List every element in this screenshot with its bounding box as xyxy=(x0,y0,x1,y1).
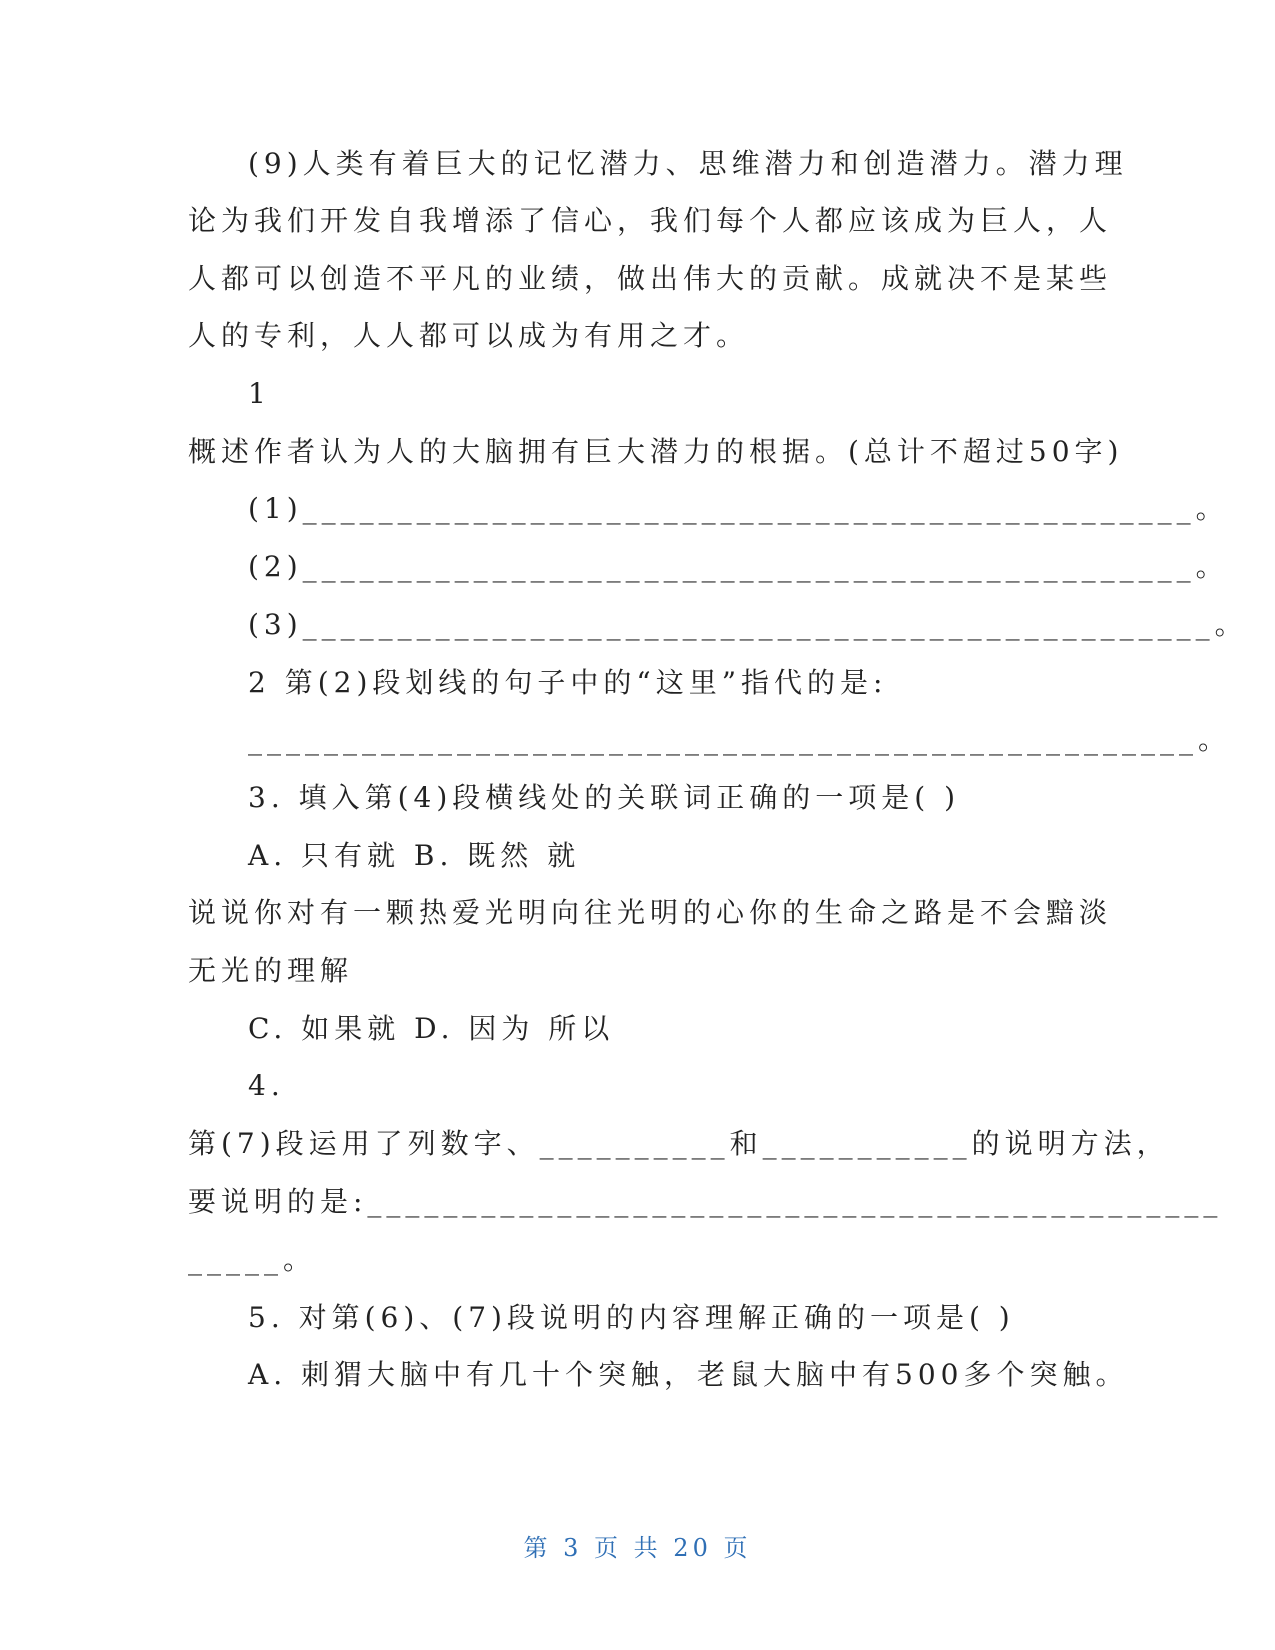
question-1-blank-3: (3)________________________________________________。 xyxy=(248,608,1248,641)
paragraph-9-line-3: 人都可以创造不平凡的业绩，做出伟大的贡献。成就决不是某些 xyxy=(188,262,1113,295)
question-3-prompt: 3. 填入第(4)段横线处的关联词正确的一项是( ) xyxy=(248,781,961,814)
question-1-prompt: 概述作者认为人的大脑拥有巨大潜力的根据。(总计不超过50字) xyxy=(188,435,1124,468)
paragraph-9-line-4: 人的专利，人人都可以成为有用之才。 xyxy=(188,319,750,352)
question-3-options-ab: A. 只有就 B. 既然 就 xyxy=(248,839,581,872)
page-number-footer: 第 3 页 共 20 页 xyxy=(523,1534,752,1562)
question-5-prompt: 5. 对第(6)、(7)段说明的内容理解正确的一项是( ) xyxy=(248,1301,1015,1334)
question-4-line-1: 第(7)段运用了列数字、__________和___________的说明方法， xyxy=(188,1127,1170,1160)
paragraph-9-line-2: 论为我们开发自我增添了信心，我们每个人都应该成为巨人，人 xyxy=(188,204,1113,237)
inserted-text-line-1: 说说你对有一颗热爱光明向往光明的心你的生命之路是不会黯淡 xyxy=(188,896,1113,929)
paragraph-9-line-1: (9)人类有着巨大的记忆潜力、思维潜力和创造潜力。潜力理 xyxy=(248,147,1128,180)
question-2-prompt: 2 第(2)段划线的句子中的“这里”指代的是: xyxy=(248,666,888,699)
question-3-options-cd: C. 如果就 D. 因为 所以 xyxy=(248,1012,615,1045)
question-4-line-2: 要说明的是:_____________________________________________ xyxy=(188,1185,1223,1218)
question-4-number: 4. xyxy=(248,1069,285,1102)
question-2-blank: __________________________________________________。 xyxy=(248,723,1232,756)
question-4-line-3: _____。 xyxy=(188,1243,317,1276)
question-5-option-a: A. 刺猬大脑中有几十个突触，老鼠大脑中有500多个突触。 xyxy=(248,1358,1129,1391)
question-1-number: 1 xyxy=(248,377,271,410)
inserted-text-line-2: 无光的理解 xyxy=(188,954,354,987)
question-1-blank-1: (1)_______________________________________________。 xyxy=(248,492,1229,525)
question-1-blank-2: (2)_______________________________________________。 xyxy=(248,550,1229,583)
